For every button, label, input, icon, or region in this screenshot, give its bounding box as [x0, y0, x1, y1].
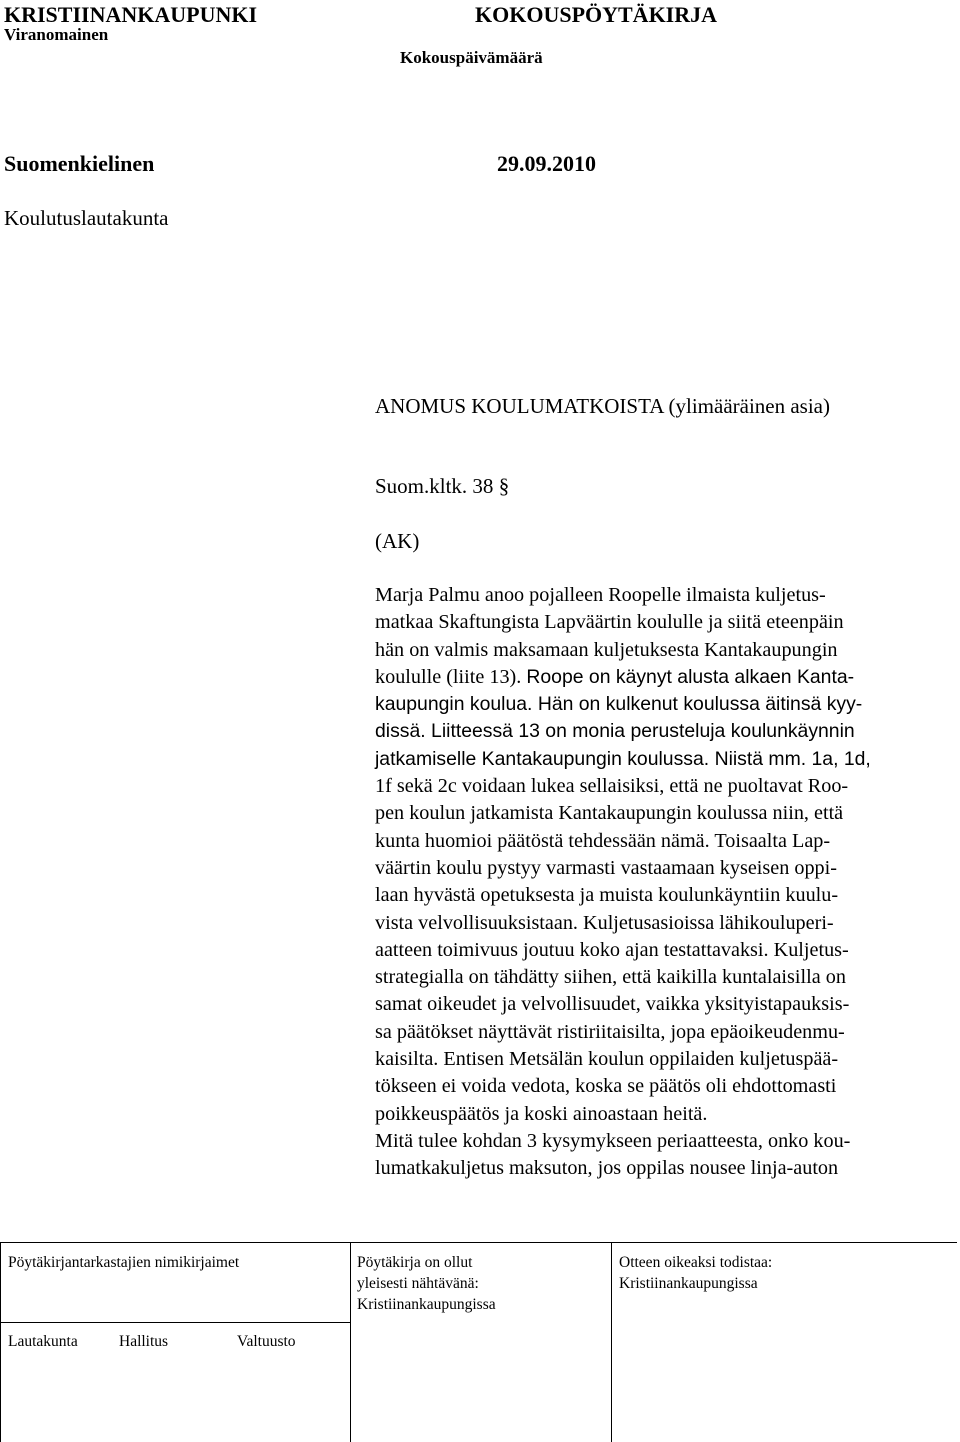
body-segment: Roope on käynyt alusta alkaen Kanta-	[526, 665, 855, 688]
footer-col-divider-1	[350, 1242, 351, 1442]
body-line: lumatkakuljetus maksuton, jos oppilas nousee linja-auton	[375, 1157, 839, 1180]
body-segment: jatkamiselle Kantakaupungin koulussa.	[375, 747, 710, 770]
meeting-date-label: Kokouspäivämäärä	[400, 48, 543, 67]
body-line: samat oikeudet ja velvollisuudet, vaikka yksityistapauksis-	[375, 993, 850, 1016]
footer-top-border	[0, 1242, 957, 1243]
body-line	[375, 746, 871, 773]
body-line: laan hyvästä opetuksesta ja muista koulunkäyntiin kuulu-	[375, 884, 839, 907]
footer-left-border	[0, 1242, 1, 1442]
body-line	[375, 718, 871, 745]
body-line: kunta huomioi päätöstä tehdessään nämä. Toisaalta Lap-	[375, 829, 831, 852]
footer-certified-line-1: Otteen oikeaksi todistaa:	[619, 1254, 773, 1271]
item-body	[375, 582, 871, 1183]
footer-body-board: Lautakunta	[8, 1333, 78, 1350]
body-line	[375, 691, 871, 718]
item-title: ANOMUS KOULUMATKOISTA (ylimääräinen asia)	[375, 394, 830, 418]
body-line: strategialla on tähdätty siihen, että kaikilla kuntalaisilla on	[375, 966, 846, 989]
body-line	[375, 664, 871, 691]
body-line: poikkeuspäätös ja koski ainoastaan heitä.	[375, 1102, 708, 1125]
body-segment: kaupungin koulua.	[375, 693, 533, 716]
organization-name: KRISTIINANKAUPUNKI	[4, 2, 258, 27]
footer-body-council: Valtuusto	[237, 1333, 296, 1350]
board-name: Koulutuslautakunta	[4, 206, 169, 230]
body-segment: Niistä mm. 1a, 1d,	[714, 747, 871, 770]
body-line: 1f sekä 2c voidaan lukea sellaisiksi, että ne puoltavat Roo-	[375, 775, 849, 798]
body-line: hän on valmis maksamaan kuljetuksesta Kantakaupungin	[375, 638, 838, 661]
authority-label: Viranomainen	[4, 25, 109, 44]
footer-public-display-line-2: yleisesti nähtävänä:	[357, 1275, 479, 1292]
body-line: aatteen toimivuus joutuu koko ajan testattavaksi. Kuljetus-	[375, 938, 849, 961]
footer-public-display-line-3: Kristiinankaupungissa	[357, 1296, 496, 1313]
footer-col-divider-2	[611, 1242, 612, 1442]
body-line: Marja Palmu anoo pojalleen Roopelle ilmaista kuljetus-	[375, 584, 826, 606]
section-sign: §	[498, 474, 510, 498]
footer-public-display-line-1: Pöytäkirja on ollut	[357, 1254, 473, 1271]
body-line: pen koulun jatkamista Kantakaupungin koulussa niin, että	[375, 802, 844, 825]
body-line: kaisilta. Entisen Metsälän koulun oppilaiden kuljetuspää-	[375, 1048, 839, 1071]
footer-inspectors-label: Pöytäkirjantarkastajien nimikirjaimet	[8, 1254, 240, 1271]
authority-value: Suomenkielinen	[4, 151, 155, 176]
body-line: tökseen ei voida vedota, koska se päätös oli ehdottomasti	[375, 1075, 837, 1098]
body-segment: Hän on kulkenut koulussa äitinsä kyy-	[537, 693, 863, 716]
body-line: matkaa Skaftungista Lapväärtin koululle ja siitä eteenpäin	[375, 611, 844, 634]
body-line: väärtin koulu pystyy varmasti vastaamaan kyseisen oppi-	[375, 856, 837, 879]
body-segment: koululle (liite 13).	[375, 665, 522, 688]
body-segment: dissä.	[375, 720, 426, 743]
body-line: vista velvollisuuksistaan. Kuljetusasioissa lähikouluperi-	[375, 911, 834, 934]
body-line: sa päätökset näyttävät ristiriitaisilta, jopa epäoikeudenmu-	[375, 1020, 845, 1043]
item-section	[375, 474, 509, 499]
meeting-date-value: 29.09.2010	[497, 151, 596, 176]
footer-certified-line-2: Kristiinankaupungissa	[619, 1275, 758, 1292]
section-number: Suom.kltk. 38	[375, 474, 494, 498]
body-line: Mitä tulee kohdan 3 kysymykseen periaatteesta, onko kou-	[375, 1129, 851, 1152]
item-initials: (AK)	[375, 529, 420, 553]
document-type: KOKOUSPÖYTÄKIRJA	[475, 2, 718, 27]
footer-row-divider	[0, 1322, 350, 1323]
body-segment: Liitteessä 13 on monia perusteluja koulunkäynnin	[431, 720, 855, 743]
footer-body-executive: Hallitus	[119, 1333, 169, 1350]
